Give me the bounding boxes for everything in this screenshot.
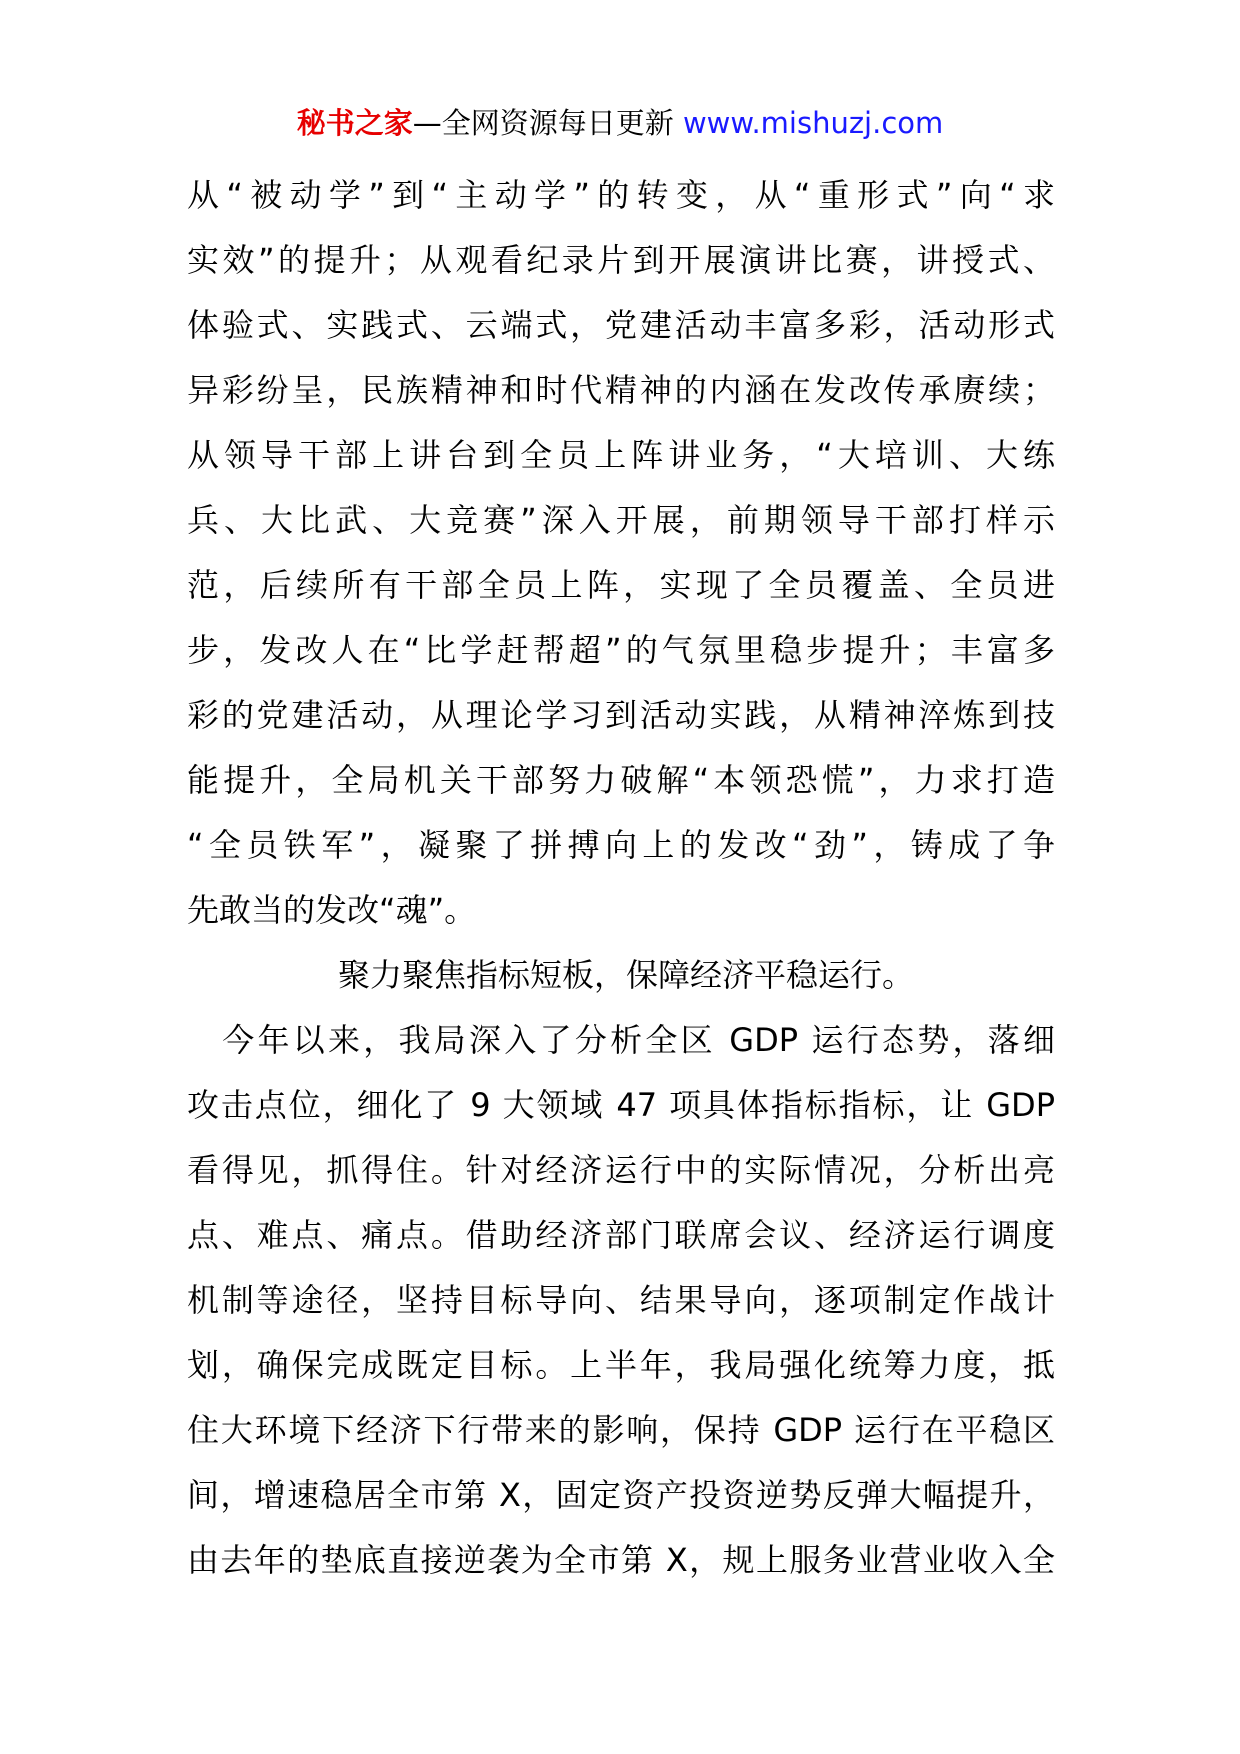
site-header	[0, 103, 1240, 143]
text-line-3: 体验式、实践式、云端式，党建活动丰富多彩，活动形式	[187, 306, 1055, 344]
text-line-1: 从“被动学”到“主动学”的转变，从“重形式”向“求	[187, 176, 1055, 214]
text-line-17: 点、难点、痛点。借助经济部门联席会议、经济运行调度	[187, 1216, 1055, 1254]
section-heading: 聚力聚焦指标短板，保障经济平稳运行。	[337, 956, 914, 994]
site-url-link[interactable]: www.mishuzj.com	[682, 106, 944, 140]
text-line-4: 异彩纷呈，民族精神和时代精神的内涵在发改传承赓续；	[187, 371, 1055, 409]
text-line-16: 看得见，抓得住。针对经济运行中的实际情况，分析出亮	[187, 1151, 1055, 1189]
text-line-12: 先敢当的发改“魂”。	[187, 891, 477, 929]
text-line-21: 间，增速稳居全市第 X，固定资产投资逆势反弹大幅提升，	[187, 1476, 1055, 1514]
header-slogan: —全网资源每日更新	[412, 106, 674, 140]
text-line-20: 住大环境下经济下行带来的影响，保持 GDP 运行在平稳区	[187, 1411, 1055, 1449]
text-line-6: 兵、大比武、大竞赛”深入开展，前期领导干部打样示	[187, 501, 1055, 539]
text-line-15: 攻击点位，细化了 9 大领域 47 项具体指标指标，让 GDP	[187, 1086, 1055, 1124]
text-line-8: 步，发改人在“比学赶帮超”的气氛里稳步提升；丰富多	[187, 631, 1055, 669]
text-line-14: 今年以来，我局深入了分析全区 GDP 运行态势，落细	[187, 1021, 1055, 1059]
text-line-22: 由去年的垫底直接逆袭为全市第 X，规上服务业营业收入全	[187, 1541, 1055, 1579]
text-line-18: 机制等途径，坚持目标导向、结果导向，逐项制定作战计	[187, 1281, 1055, 1319]
text-line-2: 实效”的提升；从观看纪录片到开展演讲比赛，讲授式、	[187, 241, 1055, 279]
brand-name: 秘书之家	[296, 106, 413, 140]
text-line-19: 划，确保完成既定目标。上半年，我局强化统筹力度，抵	[187, 1346, 1055, 1384]
text-line-9: 彩的党建活动，从理论学习到活动实践，从精神淬炼到技	[187, 696, 1055, 734]
document-body	[187, 163, 1055, 1593]
text-line-11: “全员铁军”，凝聚了拼搏向上的发改“劲”，铸成了争	[187, 826, 1055, 864]
text-line-7: 范，后续所有干部全员上阵，实现了全员覆盖、全员进	[187, 566, 1055, 604]
text-line-10: 能提升，全局机关干部努力破解“本领恐慌”，力求打造	[187, 761, 1055, 799]
text-line-5: 从领导干部上讲台到全员上阵讲业务，“大培训、大练	[187, 436, 1055, 474]
